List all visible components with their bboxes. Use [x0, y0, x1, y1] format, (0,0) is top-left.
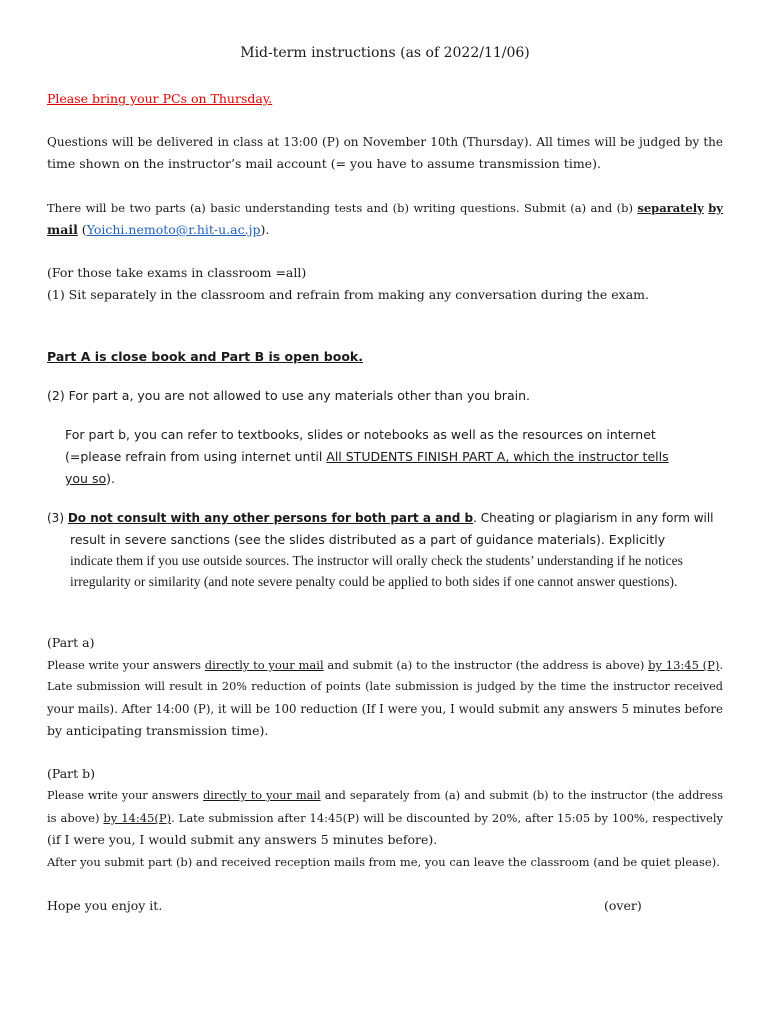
document-title: Mid-term instructions (as of 2022/11/06): [240, 45, 530, 61]
part-b-line-3: (if I were you, I would submit any answers 5 minutes before).: [47, 832, 438, 847]
part-b-heading: (Part b): [47, 766, 96, 781]
deadline-b-text: by 14:45(P): [103, 811, 172, 825]
part-a-heading: (Part a): [47, 635, 95, 650]
part-a-line-2: Late submission will result in 20% reduction of points (late submission is judged by the time the instructor received: [47, 680, 723, 693]
rule-item-2-part-b-line-1: For part b, you can refer to textbooks, slides or notebooks as well as the resources on internet: [65, 427, 656, 442]
rule-item-3-line-2: result in severe sanctions (see the slides distributed as a part of guidance materials). Explicitly: [70, 532, 666, 547]
rule-item-2: (2) For part a, you are not allowed to use any materials other than you brain.: [47, 388, 530, 403]
separately-text: separately: [637, 201, 704, 215]
part-b-post-text: and separately from (a) and submit (b) to the instructor (the address: [324, 789, 723, 802]
all-students-finish-text: All STUDENTS FINISH PART A, which the instructor tells: [326, 449, 669, 464]
part-a-rule: Part A is close book and Part B is open book.: [47, 349, 363, 364]
paragraph-parts-line-2: [47, 221, 269, 239]
part-b-text: (=please refrain from using internet until: [65, 449, 323, 464]
parts-text: There will be two parts (a) basic understanding tests and (b) writing questions. Submit (a) and (b): [47, 201, 633, 215]
item-3-number: (3): [47, 511, 64, 525]
open-paren: (: [77, 222, 87, 237]
mail-text: mail: [47, 222, 78, 237]
rule-item-3-line-1: [47, 509, 714, 527]
late-text: . Late submission after 14:45(P) will be discounted by 20%, after 15:05 by 100%, respectively: [171, 811, 724, 825]
period: .: [719, 658, 724, 672]
part-a-line-1: [47, 656, 723, 674]
rule-item-3-line-3: indicate them if you use outside sources. The instructor will orally check the students’ understanding if he notices: [70, 553, 683, 568]
rule-item-2-part-b-line-2: [65, 448, 669, 466]
directly-to-mail-text: directly to your mail: [204, 658, 324, 672]
paragraph-delivery-line-2: time shown on the instructor’s mail account (= you have to assume transmission time).: [47, 156, 601, 171]
bring-pc-notice: Please bring your PCs on Thursday.: [47, 91, 273, 106]
close-text: ).: [106, 471, 115, 486]
part-b-pre-text: is above): [47, 811, 100, 825]
part-b-line-2: [47, 809, 723, 827]
by-text: by: [708, 201, 723, 215]
part-a-text: Please write your answers: [47, 658, 202, 672]
over-text: (over): [604, 898, 642, 913]
deadline-wrap: [103, 811, 723, 825]
part-b-line-4: After you submit part (b) and received reception mails from me, you can leave the classroom (and be quiet please).: [47, 855, 720, 869]
cheating-text: . Cheating or plagiarism in any form will: [473, 511, 714, 525]
rule-item-3-line-4: irregularity or similarity (and note severe penalty could be applied to both sides if one cannot answer questions).: [70, 574, 678, 589]
part-b-line-1: [47, 787, 723, 805]
part-a-mid-text: and submit (a) to the instructor (the address is above): [327, 658, 645, 672]
you-so-text: you so: [65, 471, 107, 486]
rule-item-2-part-b-line-3: [65, 470, 115, 488]
rule-item-1: (1) Sit separately in the classroom and refrain from making any conversation during the exam.: [47, 287, 649, 302]
close-paren: ).: [260, 222, 270, 237]
closing-text: Hope you enjoy it.: [47, 898, 163, 913]
paragraph-parts-line-1: [47, 199, 723, 217]
part-b-text: Please write your answers: [47, 789, 199, 802]
part-a-line-3: your mails). After 14:00 (P), it will be 100 reduction (If I were you, I would submit any answers 5 minutes before: [47, 702, 723, 716]
do-not-consult-text: Do not consult with any other persons for both part a and b: [67, 511, 474, 525]
instructor-email-link[interactable]: Yoichi.nemoto@r.hit-u.ac.jp: [86, 222, 261, 237]
paragraph-delivery-line-1: Questions will be delivered in class at 13:00 (P) on November 10th (Thursday). All times will be judged by the: [47, 135, 723, 149]
deadline-a-text: by 13:45 (P): [648, 658, 720, 672]
directly-to-mail-text: directly to your mail: [203, 789, 321, 802]
classroom-heading: (For those take exams in classroom =all): [47, 265, 307, 280]
part-a-line-4: by anticipating transmission time).: [47, 723, 269, 738]
deadline-wrap: [648, 658, 723, 672]
